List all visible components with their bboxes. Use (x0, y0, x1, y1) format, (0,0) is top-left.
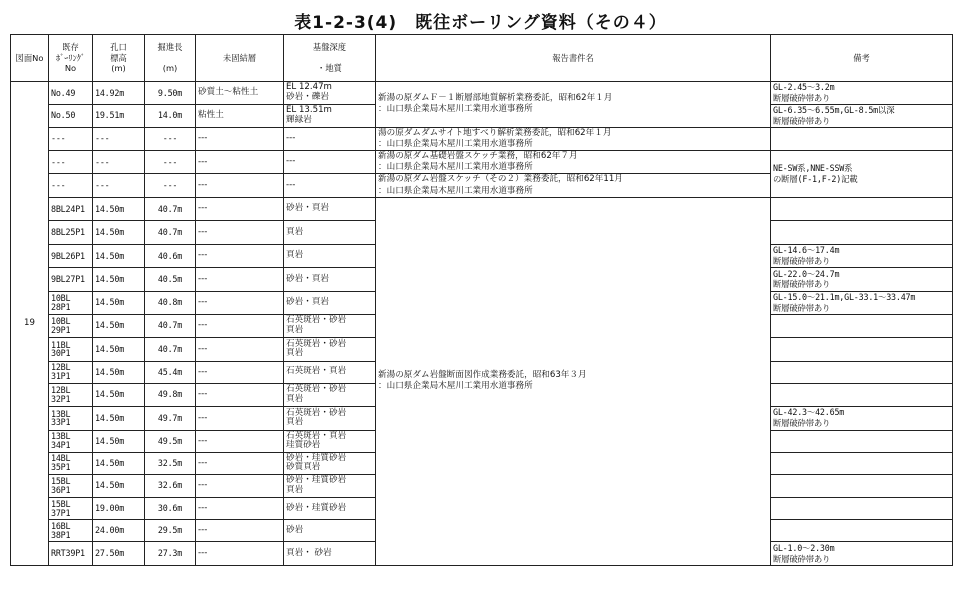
bedrock-cell: 石英斑岩・頁岩 (284, 361, 376, 383)
bedrock-cell: 砂岩・珪質砂岩 頁岩 (284, 474, 376, 498)
header-report: 報告書件名 (376, 35, 771, 82)
bedrock-cell: 石英斑岩・砂岩 頁岩 (284, 407, 376, 431)
elevation-cell: 14.50m (93, 430, 145, 452)
notes-cell: GL-1.0～2.30m 断層破砕帯あり (771, 542, 953, 566)
notes-cell: GL-15.0～21.1m,GL-33.1～33.47m 断層破砕帯あり (771, 291, 953, 314)
boring-no-cell: 12BL 31P1 (49, 361, 93, 383)
report-cell: 新湯の原ダム岩盤スケッチ（その２）業務委託，昭和62年11月 ：山口県企業局木屋川工業用水道事務所 (376, 174, 771, 197)
elevation-cell: 14.50m (93, 221, 145, 245)
boring-no-cell: 8BL24P1 (49, 197, 93, 221)
elevation-cell: 14.50m (93, 291, 145, 314)
unconsolidated-cell: --- (196, 314, 284, 338)
length-cell: 49.8m (145, 383, 196, 407)
bedrock-cell: --- (284, 151, 376, 174)
boring-no-cell: --- (49, 127, 93, 150)
boring-no-cell: 9BL26P1 (49, 244, 93, 268)
boring-no-cell: 11BL 30P1 (49, 338, 93, 362)
boring-no-cell: No.49 (49, 82, 93, 105)
header-length: 掘進長 (m) (145, 35, 196, 82)
boring-no-cell: 15BL 36P1 (49, 474, 93, 498)
length-cell: 32.5m (145, 452, 196, 474)
header-boring-no: 既存 ﾎﾞｰﾘﾝｸﾞ No (49, 35, 93, 82)
notes-cell: GL-14.6～17.4m 断層破砕帯あり (771, 244, 953, 268)
unconsolidated-cell: --- (196, 498, 284, 520)
elevation-cell: 24.00m (93, 520, 145, 542)
boring-no-cell: 14BL 35P1 (49, 452, 93, 474)
notes-cell (771, 383, 953, 407)
bedrock-cell: 石英斑岩・砂岩 頁岩 (284, 338, 376, 362)
notes-cell: NE-SW系,NNE-SSW系 の断層(F-1,F-2)記載 (771, 151, 953, 198)
length-cell: 49.5m (145, 430, 196, 452)
bedrock-cell: 砂岩・珪質砂岩 (284, 498, 376, 520)
bedrock-cell: 頁岩 (284, 244, 376, 268)
unconsolidated-cell: --- (196, 474, 284, 498)
unconsolidated-cell: --- (196, 542, 284, 566)
table-row (11, 127, 953, 150)
elevation-cell: 14.50m (93, 452, 145, 474)
notes-cell (771, 197, 953, 221)
bedrock-cell: 砂岩・頁岩 (284, 197, 376, 221)
boring-no-cell: 13BL 33P1 (49, 407, 93, 431)
unconsolidated-cell: --- (196, 127, 284, 150)
length-cell: --- (145, 174, 196, 197)
report-cell: 湯の原ダムダムサイト地すべり解析業務委託，昭和62年１月 ：山口県企業局木屋川工業用水道事務所 (376, 127, 771, 150)
notes-cell: GL-2.45～3.2m 断層破砕帯あり (771, 82, 953, 105)
elevation-cell: 14.50m (93, 314, 145, 338)
notes-cell: GL-22.0～24.7m 断層破砕帯あり (771, 268, 953, 292)
report-cell: 新湯の原ダム岩盤断面図作成業務委託，昭和63年３月 ：山口県企業局木屋川工業用水道事務所 (376, 197, 771, 565)
elevation-cell: --- (93, 127, 145, 150)
boring-no-cell: --- (49, 151, 93, 174)
notes-cell (771, 361, 953, 383)
bedrock-cell: 石英斑岩・砂岩 頁岩 (284, 314, 376, 338)
unconsolidated-cell: --- (196, 221, 284, 245)
bedrock-cell: 頁岩・ 砂岩 (284, 542, 376, 566)
length-cell: 45.4m (145, 361, 196, 383)
zumen-no-cell: 19 (11, 82, 49, 566)
notes-cell (771, 520, 953, 542)
length-cell: 40.7m (145, 314, 196, 338)
header-elevation: 孔口 標高 (m) (93, 35, 145, 82)
boring-data-table (10, 34, 953, 566)
table-row (11, 197, 953, 221)
boring-no-cell: RRT39P1 (49, 542, 93, 566)
boring-no-cell: 9BL27P1 (49, 268, 93, 292)
bedrock-cell: 砂岩・珪質砂岩 砂質頁岩 (284, 452, 376, 474)
notes-cell: GL-6.35～6.55m,GL-8.5m以深 断層破砕帯あり (771, 104, 953, 127)
elevation-cell: --- (93, 174, 145, 197)
unconsolidated-cell: --- (196, 520, 284, 542)
length-cell: 40.7m (145, 197, 196, 221)
boring-no-cell: 10BL 29P1 (49, 314, 93, 338)
boring-no-cell: 13BL 34P1 (49, 430, 93, 452)
length-cell: 49.7m (145, 407, 196, 431)
unconsolidated-cell: 粘性土 (196, 104, 284, 127)
elevation-cell: 14.50m (93, 338, 145, 362)
notes-cell (771, 314, 953, 338)
bedrock-cell: 砂岩・頁岩 (284, 268, 376, 292)
unconsolidated-cell: --- (196, 151, 284, 174)
elevation-cell: --- (93, 151, 145, 174)
length-cell: 27.3m (145, 542, 196, 566)
elevation-cell: 14.92m (93, 82, 145, 105)
unconsolidated-cell: --- (196, 268, 284, 292)
bedrock-cell: 頁岩 (284, 221, 376, 245)
header-notes: 備考 (771, 35, 953, 82)
notes-cell (771, 338, 953, 362)
elevation-cell: 14.50m (93, 383, 145, 407)
notes-cell (771, 127, 953, 150)
length-cell: 14.0m (145, 104, 196, 127)
notes-cell (771, 430, 953, 452)
boring-no-cell: 15BL 37P1 (49, 498, 93, 520)
elevation-cell: 14.50m (93, 244, 145, 268)
bedrock-cell: 石英斑岩・砂岩 頁岩 (284, 383, 376, 407)
unconsolidated-cell: --- (196, 452, 284, 474)
bedrock-cell: --- (284, 174, 376, 197)
length-cell: 40.8m (145, 291, 196, 314)
boring-no-cell: 8BL25P1 (49, 221, 93, 245)
elevation-cell: 14.50m (93, 197, 145, 221)
unconsolidated-cell: --- (196, 361, 284, 383)
elevation-cell: 19.00m (93, 498, 145, 520)
length-cell: --- (145, 151, 196, 174)
unconsolidated-cell: --- (196, 338, 284, 362)
table-row (11, 151, 953, 174)
unconsolidated-cell: --- (196, 407, 284, 431)
boring-no-cell: 10BL 28P1 (49, 291, 93, 314)
header-unconsolidated: 未固結層 (196, 35, 284, 82)
unconsolidated-cell: 砂質土～粘性土 (196, 82, 284, 105)
bedrock-cell: EL 12.47m 砂岩・礫岩 (284, 82, 376, 105)
boring-no-cell: No.50 (49, 104, 93, 127)
length-cell: 29.5m (145, 520, 196, 542)
header-row (11, 35, 953, 82)
report-cell: 新湯の原ダム基礎岩盤スケッチ業務，昭和62年７月 ：山口県企業局木屋川工業用水道事務所 (376, 151, 771, 174)
length-cell: 30.6m (145, 498, 196, 520)
notes-cell (771, 498, 953, 520)
unconsolidated-cell: --- (196, 430, 284, 452)
bedrock-cell: 石英斑岩・頁岩 珪質砂岩 (284, 430, 376, 452)
boring-no-cell: 16BL 38P1 (49, 520, 93, 542)
unconsolidated-cell: --- (196, 174, 284, 197)
unconsolidated-cell: --- (196, 197, 284, 221)
unconsolidated-cell: --- (196, 291, 284, 314)
bedrock-cell: --- (284, 127, 376, 150)
bedrock-cell: 砂岩 (284, 520, 376, 542)
header-zumen: 図面No (11, 35, 49, 82)
length-cell: 40.7m (145, 221, 196, 245)
elevation-cell: 27.50m (93, 542, 145, 566)
notes-cell (771, 221, 953, 245)
notes-cell (771, 452, 953, 474)
length-cell: 40.7m (145, 338, 196, 362)
boring-no-cell: --- (49, 174, 93, 197)
page-title: 表1-2-3(4) 既往ボーリング資料（その４） (294, 13, 667, 33)
unconsolidated-cell: --- (196, 383, 284, 407)
notes-cell: GL-42.3～42.65m 断層破砕帯あり (771, 407, 953, 431)
notes-cell (771, 474, 953, 498)
elevation-cell: 14.50m (93, 474, 145, 498)
bedrock-cell: 砂岩・頁岩 (284, 291, 376, 314)
length-cell: 40.5m (145, 268, 196, 292)
length-cell: --- (145, 127, 196, 150)
elevation-cell: 14.50m (93, 268, 145, 292)
elevation-cell: 14.50m (93, 361, 145, 383)
bedrock-cell: EL 13.51m 輝緑岩 (284, 104, 376, 127)
elevation-cell: 14.50m (93, 407, 145, 431)
report-cell: 新湯の原ダムＦ－１断層部地質解析業務委託，昭和62年１月 ：山口県企業局木屋川工業用水道事務所 (376, 82, 771, 128)
length-cell: 32.6m (145, 474, 196, 498)
elevation-cell: 19.51m (93, 104, 145, 127)
table-row (11, 82, 953, 105)
unconsolidated-cell: --- (196, 244, 284, 268)
length-cell: 40.6m (145, 244, 196, 268)
length-cell: 9.50m (145, 82, 196, 105)
header-bedrock: 基盤深度 ・地質 (284, 35, 376, 82)
boring-no-cell: 12BL 32P1 (49, 383, 93, 407)
